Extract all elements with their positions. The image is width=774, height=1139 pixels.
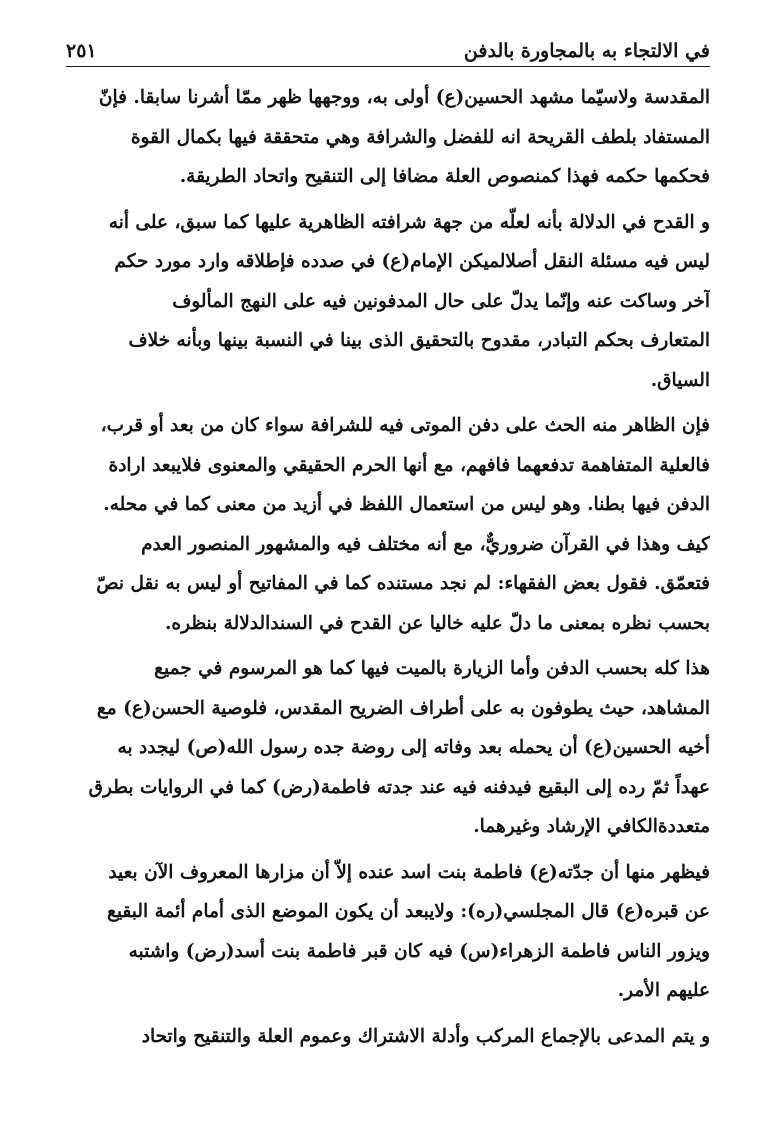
text-line: الدفن فيها بطنا. وهو ليس من استعمال اللفظ في أزيد من معنى كما في محله.: [103, 494, 710, 515]
text-line: فيظهر منها أن جدّته(ع) فاطمة بنت اسد عنده إلاّ أن مزارها المعروف الآن بعيد: [108, 861, 710, 883]
text-line: ويزور الناس فاطمة الزهراء(س) فيه كان قبر فاطمة بنت أسد(رض) واشتبه: [128, 940, 710, 962]
paragraph: [62, 406, 710, 643]
text-line: آخر وساكت عنه وإنّما يدلّ على حال المدفونين فيه على النهج المألوف: [172, 290, 710, 312]
text-line: و يتم المدعى بالإجماع المركب وأدلة الاشتراك وعموم العلة والتنقيح واتحاد: [141, 1025, 710, 1047]
text-line: فإن الظاهر منه الحث على دفن الموتى فيه للشرافة سواء كان من بعد أو قرب،: [100, 415, 710, 436]
paragraph: [62, 853, 710, 1011]
text-line: فحكمها حكمه فهذا كمنصوص العلة مضافا إلى التنقيح واتحاد الطريقة.: [179, 166, 710, 187]
body-text: [62, 78, 710, 1062]
running-header: [66, 30, 710, 67]
paragraph: [62, 78, 710, 197]
text-line: متعددةالكافي الإرشاد وغيرهما.: [473, 816, 710, 837]
text-line: عهداً ثمّ رده إلى البقيع فيدفنه فيه عند جدته فاطمة(رض) كما في الروايات بطرق: [88, 776, 710, 798]
running-header-title: في الالتجاء به بالمجاورة بالدفن: [463, 40, 710, 62]
text-line: عن قبره(ع) قال المجلسي(ره): ولايبعد أن يكون الموضع الذى أمام أئمة البقيع: [106, 901, 710, 922]
text-line: هذا كله بحسب الدفن وأما الزيارة بالميت فيها كما هو المرسوم في جميع: [154, 658, 710, 679]
text-line: بحسب نظره بمعنى ما دلّ عليه خاليا عن القدح في السندالدلالة بنظره.: [164, 612, 710, 634]
text-line: فالعلية المتفاهمة تدفعهما فافهم، مع أنها الحرم الحقيقي والمعنوى فلايبعد ارادة: [108, 454, 710, 476]
paragraph: [62, 203, 710, 401]
text-line: فتعمّق. فقول بعض الفقهاء: لم نجد مستنده كما في المفاتيح أو ليس به نقل نصّ: [96, 573, 710, 594]
text-line: المقدسة ولاسيّما مشهد الحسين(ع) أولى به، ووجهها ظهر ممّا أشرنا سابقا. فإنّ: [98, 87, 710, 108]
text-line: ليس فيه مسئلة النقل أصلالميكن الإمام(ع) في صدده فإطلاقه وارد مورد حكم: [114, 251, 710, 272]
text-line: كيف وهذا في القرآن ضروريٌّ، مع أنه مختلف فيه والمشهور المنصور العدم: [141, 533, 710, 555]
page-number: ٢٥١: [66, 40, 97, 62]
paragraph: [62, 1017, 710, 1057]
text-line: المتعارف بحكم التبادر، مقدوح بالتحقيق الذى بينا في النسبة بينها وبأنه خلاف: [128, 330, 710, 351]
text-line: أخيه الحسين(ع) أن يحمله بعد وفاته إلى روضة جده رسول الله(ص) ليجدد به: [117, 737, 710, 758]
text-line: المستفاد بلطف القريحة انه للفضل والشرافة وهي متحققة فيها بكمال القوة: [130, 126, 710, 148]
paragraph: [62, 649, 710, 847]
text-line: المشاهد، حيث يطوفون به على أطراف الضريح المقدس، فلوصية الحسن(ع) مع: [96, 697, 710, 719]
text-line: عليهم الأمر.: [617, 980, 710, 1001]
text-line: السياق.: [650, 369, 710, 391]
text-line: و القدح في الدلالة بأنه لعلّه من جهة شرافته الظاهرية عليها كما سبق، على أنه: [108, 211, 710, 233]
